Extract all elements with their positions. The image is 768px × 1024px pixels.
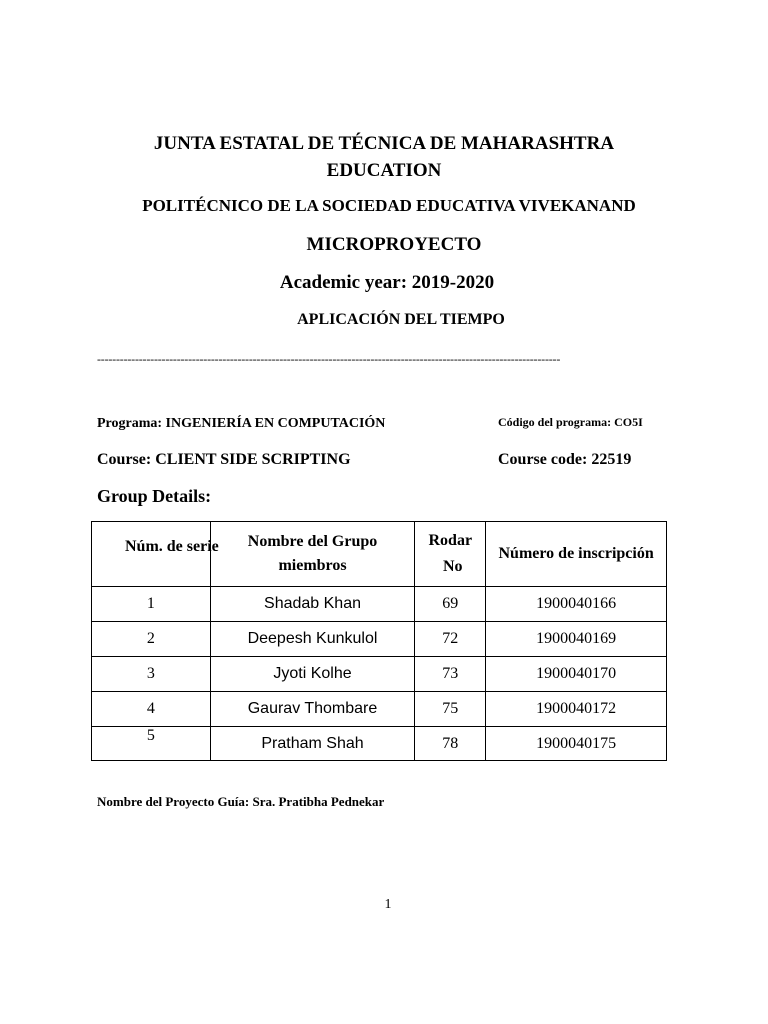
dashed-divider: -------------------------------------------------------------------------------------------------------------------------- xyxy=(97,352,561,366)
program-label: Programa: INGENIERÍA EN COMPUTACIÓN xyxy=(97,416,386,431)
header-roll-line2: No xyxy=(443,558,463,575)
cell-member-name: Pratham Shah xyxy=(210,727,415,761)
table-row xyxy=(92,727,667,761)
header-roll-line1: Rodar xyxy=(428,532,473,549)
cell-enrollment: 1900040170 xyxy=(486,657,667,692)
program-code: Código del programa: CO5I xyxy=(498,415,643,429)
cell-roll: 73 xyxy=(415,657,486,692)
cell-serial: 4 xyxy=(92,692,211,727)
cell-member-name: Shadab Khan xyxy=(210,587,415,622)
table-header-row xyxy=(92,522,667,587)
table-row xyxy=(92,622,667,657)
cell-roll: 69 xyxy=(415,587,486,622)
project-guide: Nombre del Proyecto Guía: Sra. Pratibha Pednekar xyxy=(97,794,385,809)
table-row xyxy=(92,692,667,727)
header-member-name-line1: Nombre del Grupo xyxy=(247,533,378,550)
cell-enrollment: 1900040172 xyxy=(486,692,667,727)
cell-member-name: Jyoti Kolhe xyxy=(210,657,415,692)
board-name-line2: EDUCATION xyxy=(326,160,442,181)
group-details-heading: Group Details: xyxy=(97,486,212,506)
header-enrollment: Número de inscripción xyxy=(486,522,667,587)
cell-member-name: Deepesh Kunkulol xyxy=(210,622,415,657)
cell-serial: 3 xyxy=(92,657,211,692)
cell-enrollment: 1900040169 xyxy=(486,622,667,657)
table-row xyxy=(92,657,667,692)
institute-name: POLITÉCNICO DE LA SOCIEDAD EDUCATIVA VIVEKANAND xyxy=(142,196,636,215)
cell-enrollment: 1900040175 xyxy=(486,727,667,761)
cell-enrollment: 1900040166 xyxy=(486,587,667,622)
academic-year: Academic year: 2019-2020 xyxy=(279,272,495,293)
cell-roll: 72 xyxy=(415,622,486,657)
group-members-table xyxy=(91,521,667,761)
header-roll-no xyxy=(415,522,486,587)
cell-member-name: Gaurav Thombare xyxy=(210,692,415,727)
board-name-line1: JUNTA ESTATAL DE TÉCNICA DE MAHARASHTRA xyxy=(153,133,615,154)
project-title: APLICACIÓN DEL TIEMPO xyxy=(297,311,505,328)
course-label: Course: CLIENT SIDE SCRIPTING xyxy=(97,451,351,468)
table-row xyxy=(92,587,667,622)
cell-serial: 5 xyxy=(92,727,211,761)
cell-roll: 75 xyxy=(415,692,486,727)
course-code: Course code: 22519 xyxy=(498,451,632,468)
document-type: MICROPROYECTO xyxy=(306,234,482,255)
header-member-name-line2: miembros xyxy=(278,557,347,574)
cell-roll: 78 xyxy=(415,727,486,761)
page-number: 1 xyxy=(384,897,392,912)
cell-serial: 2 xyxy=(92,622,211,657)
header-member-name xyxy=(210,522,415,587)
cell-serial: 1 xyxy=(92,587,211,622)
header-serial: Núm. de serie xyxy=(92,522,211,587)
